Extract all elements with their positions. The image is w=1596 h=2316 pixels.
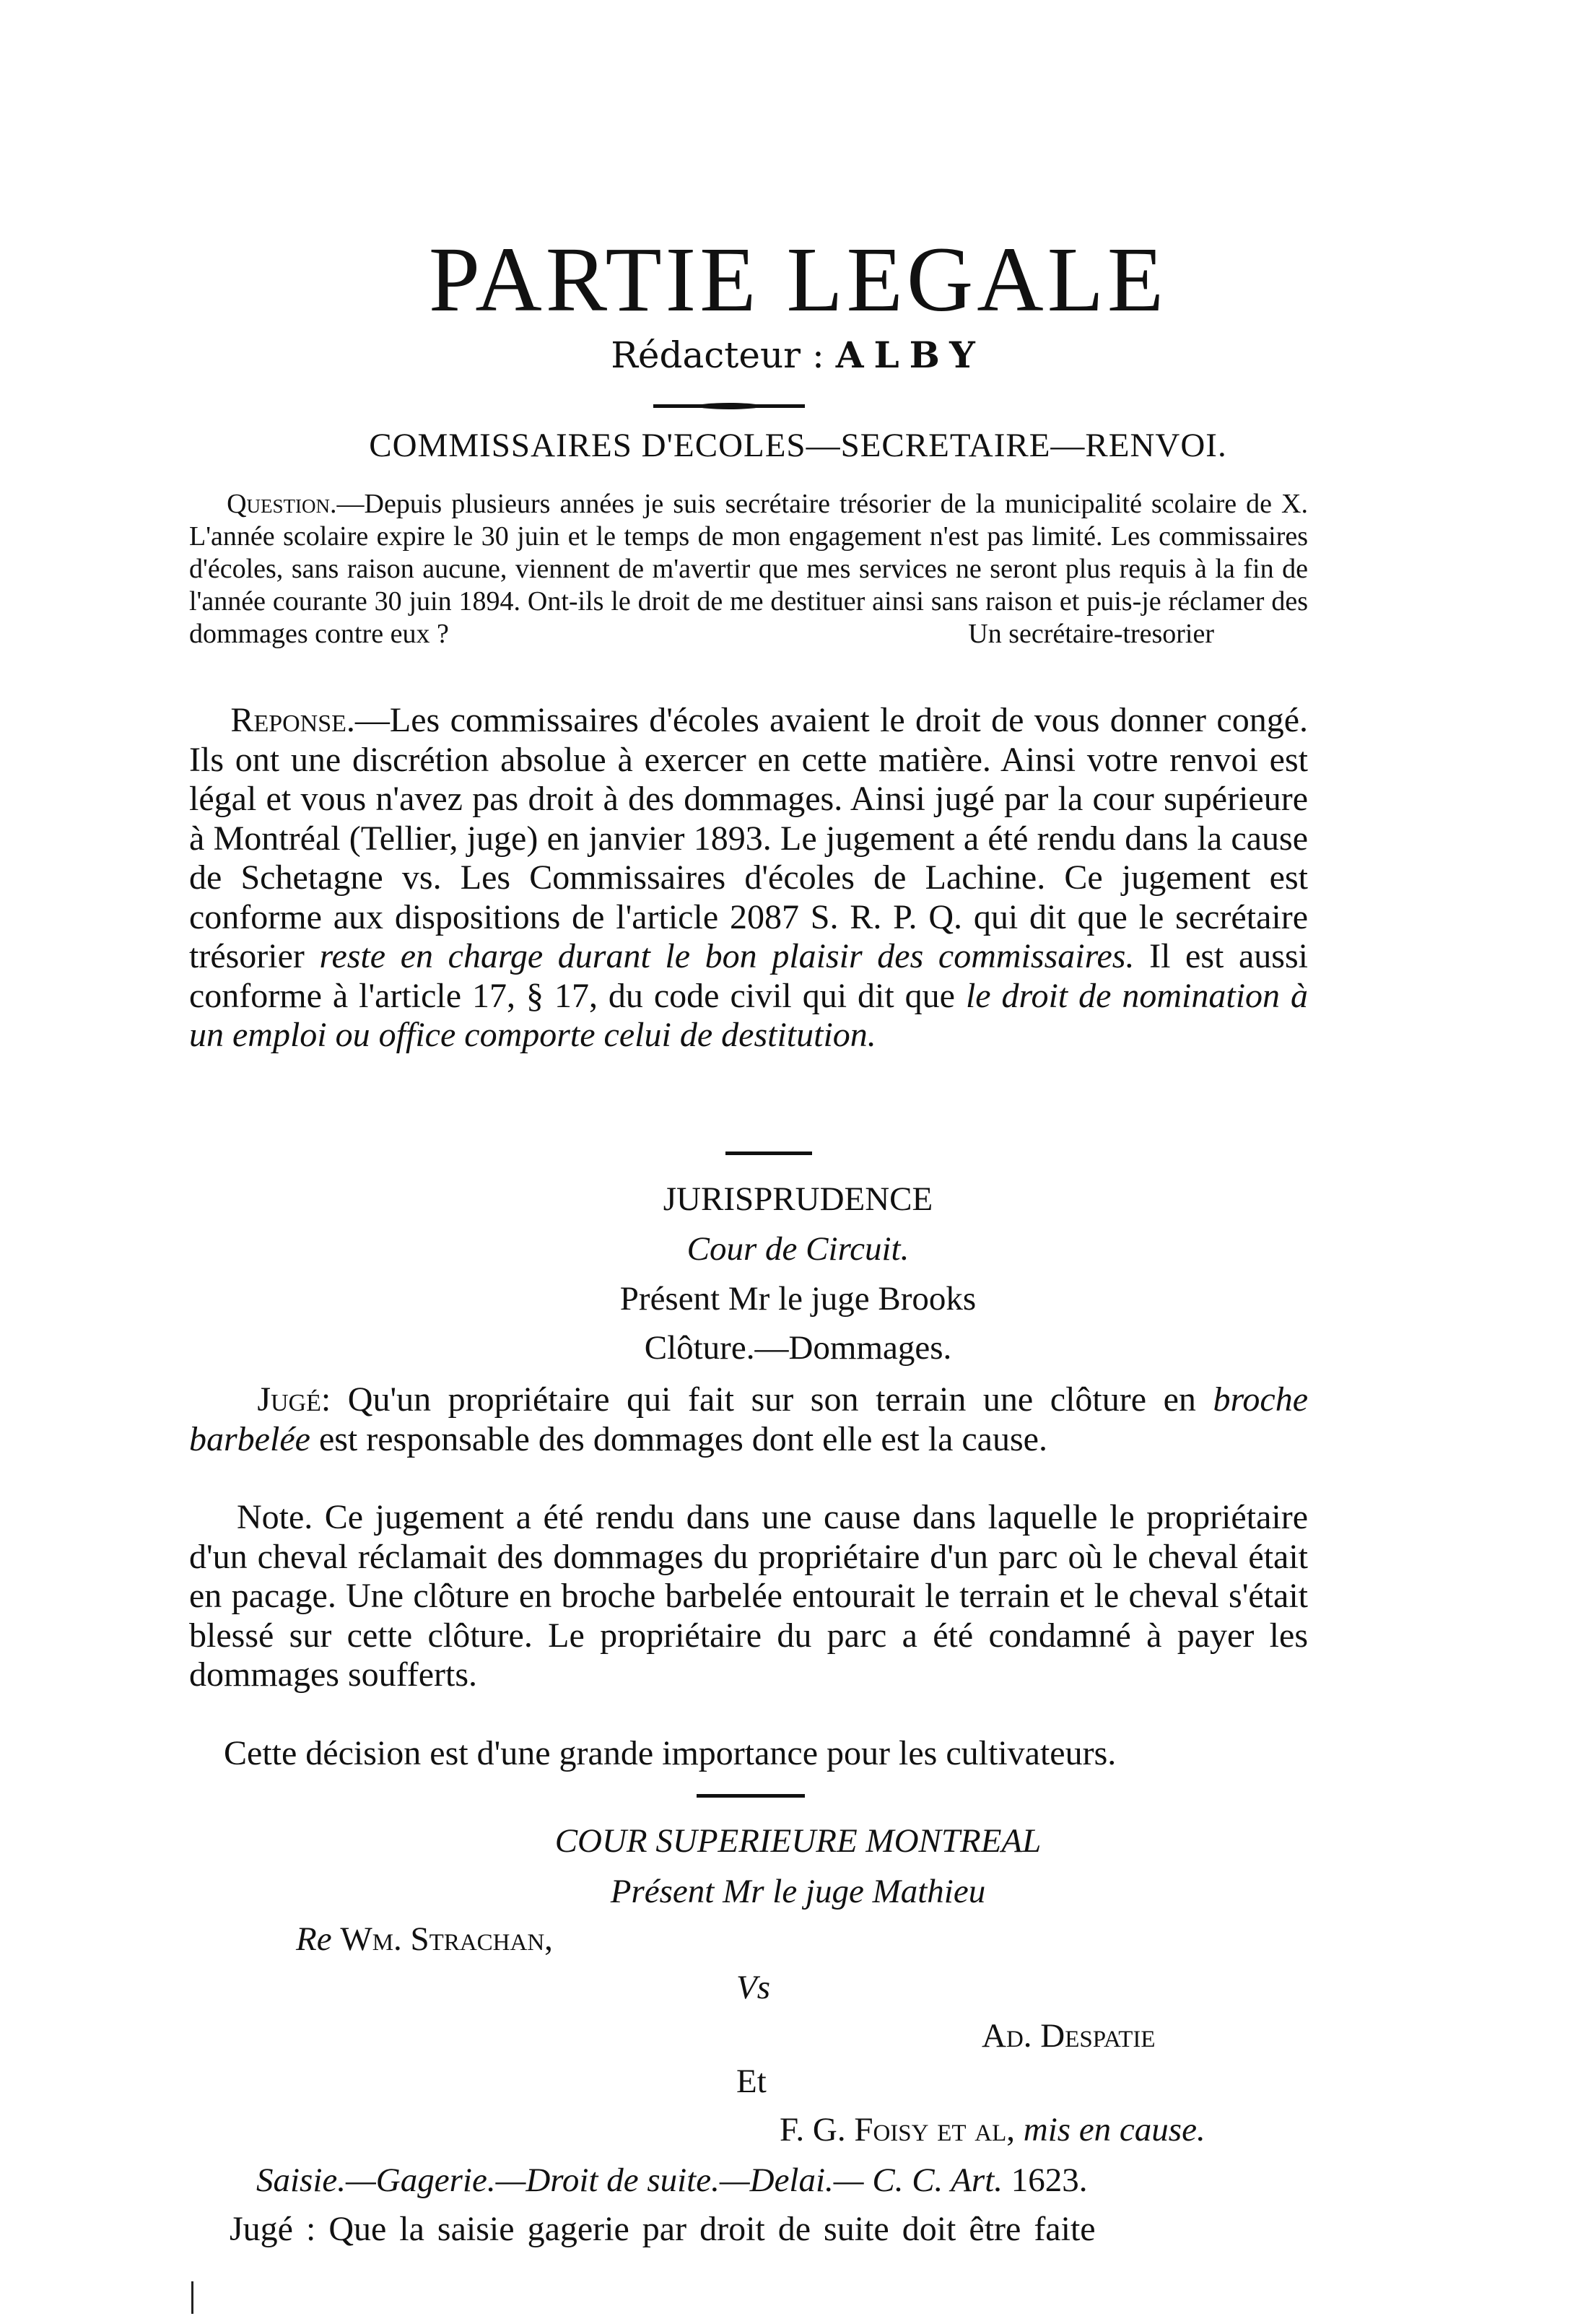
court-name	[0, 1229, 1596, 1268]
case-subject: Clôture.—Dommages.	[644, 1329, 952, 1367]
divider-rule	[725, 1152, 812, 1155]
conclusion-paragraph	[189, 1734, 1308, 1774]
note-paragraph	[189, 1498, 1308, 1695]
question-label: Question.	[227, 489, 337, 519]
juge-text-1: : Qu'un propriétaire qui fait sur son terrain une clôture en	[320, 1380, 1213, 1419]
answer-label: Reponse.	[230, 701, 355, 739]
question-paragraph	[189, 488, 1308, 650]
case-subject-saisie	[256, 2161, 1088, 2200]
editor-label: Rédacteur :	[611, 334, 824, 376]
answer-paragraph	[189, 701, 1308, 1055]
versus-label	[736, 1968, 770, 2007]
divider-rule	[697, 1794, 805, 1798]
party2-name: Ad. Despatie	[982, 2017, 1156, 2055]
juge-italic: broche barbelée	[189, 1380, 1309, 1458]
et-label: Et	[736, 2063, 767, 2100]
note-text: Note. Ce jugement a été rendu dans une cause dans laquelle le propriétaire d'un cheval réclamait des dommages du propriétaire d'un parc où le cheval était en pacage. Une clôture en broche barbelée entourait le terrain et le cheval s'était blessé sur cette clôture. Le propriétaire du parc a été condamné à payer les dommages soufferts.	[189, 1498, 1308, 1694]
divider-ornament	[697, 403, 762, 409]
party1-name: Wm. Strachan,	[340, 1920, 553, 1958]
editor-line	[0, 334, 1596, 376]
answer-text-2: Il est aussi conforme à l'article 17, § 17, du code civil qui dit que	[189, 937, 1308, 1015]
juge-paragraph	[189, 1380, 1308, 1459]
answer-text-1: —Les commissaires d'écoles avaient le droit de vous donner congé. Ils ont une discrétion absolue à exercer en cette matière. Ainsi votre renvoi est légal et vous n'avez pas droit à des dommages. Ainsi jugé par la cour supérieure à Montréal (Tellier, juge) en janvier 1893. Le jugement a été rendu dans la cause de Schetagne vs. Les Commissaires d'écoles de Lachine. Ce jugement est conforme aux dispositions de l'article 2087 S. R. P. Q. qui dit que le secrétaire trésorier	[189, 701, 1309, 975]
conclusion-text: Cette décision est d'une grande importance pour les cultivateurs.	[224, 1734, 1117, 1772]
judge-line: Présent Mr le juge Brooks	[619, 1280, 977, 1318]
party-foisy	[780, 2110, 1205, 2149]
party3-name: F. G. Foisy et al,	[780, 2111, 1016, 2149]
saisie-subject-text: Saisie.—Gagerie.—Droit de suite.—Delai.—	[256, 2162, 864, 2199]
article-label: C. C. Art.	[872, 2162, 1003, 2199]
answer-italic-1: reste en charge durant le bon plaisir des commissaires.	[319, 937, 1135, 975]
cour-superieure-heading-text: COUR SUPERIEURE MONTREAL	[554, 1822, 1042, 1860]
editor-name: ALBY	[835, 334, 985, 376]
judge-line-mathieu	[0, 1872, 1596, 1911]
page-title: PARTIE LEGALE	[428, 228, 1168, 331]
section-heading-commissaires: COMMISSAIRES D'ECOLES—SECRETAIRE—RENVOI.	[369, 427, 1227, 464]
court-name-text: Cour de Circuit.	[686, 1230, 910, 1268]
juge-text-2: est responsable des dommages dont elle est la cause.	[310, 1419, 1047, 1458]
judge-mathieu-text: Présent Mr le juge Mathieu	[610, 1873, 986, 1910]
juge-label: Jugé	[257, 1380, 321, 1419]
juge-saisie-line: Jugé : Que la saisie gagerie par droit de suite doit être faite	[230, 2210, 1096, 2248]
re-label: Re	[296, 1920, 332, 1958]
section-heading-jurisprudence: JURISPRUDENCE	[663, 1180, 933, 1218]
section-heading-cour-superieure	[0, 1821, 1596, 1860]
vs-text: Vs	[736, 1969, 770, 2006]
answer-italic-2: le droit de nomination à un emploi ou office comporte celui de destitution.	[189, 976, 1309, 1054]
party3-role: mis en cause.	[1023, 2111, 1205, 2149]
party-strachan	[296, 1920, 553, 1959]
question-signature: Un secrétaire-tresorier	[968, 619, 1214, 649]
question-text: —Depuis plusieurs années je suis secrétaire trésorier de la municipalité scolaire de X. L'année scolaire expire le 30 juin et le temps de mon engagement n'est pas limité. Les commissaires d'écoles, sans raison aucune, viennent de m'avertir que mes services ne seront plus requis à la fin de l'année courante 30 juin 1894. Ont-ils le droit de me destituer ainsi sans raison et puis-je réclamer des dommages contre eux ?	[189, 489, 1309, 649]
article-number: 1623.	[1011, 2162, 1088, 2199]
margin-mark	[191, 2281, 193, 2314]
party-despatie	[982, 2016, 1156, 2055]
